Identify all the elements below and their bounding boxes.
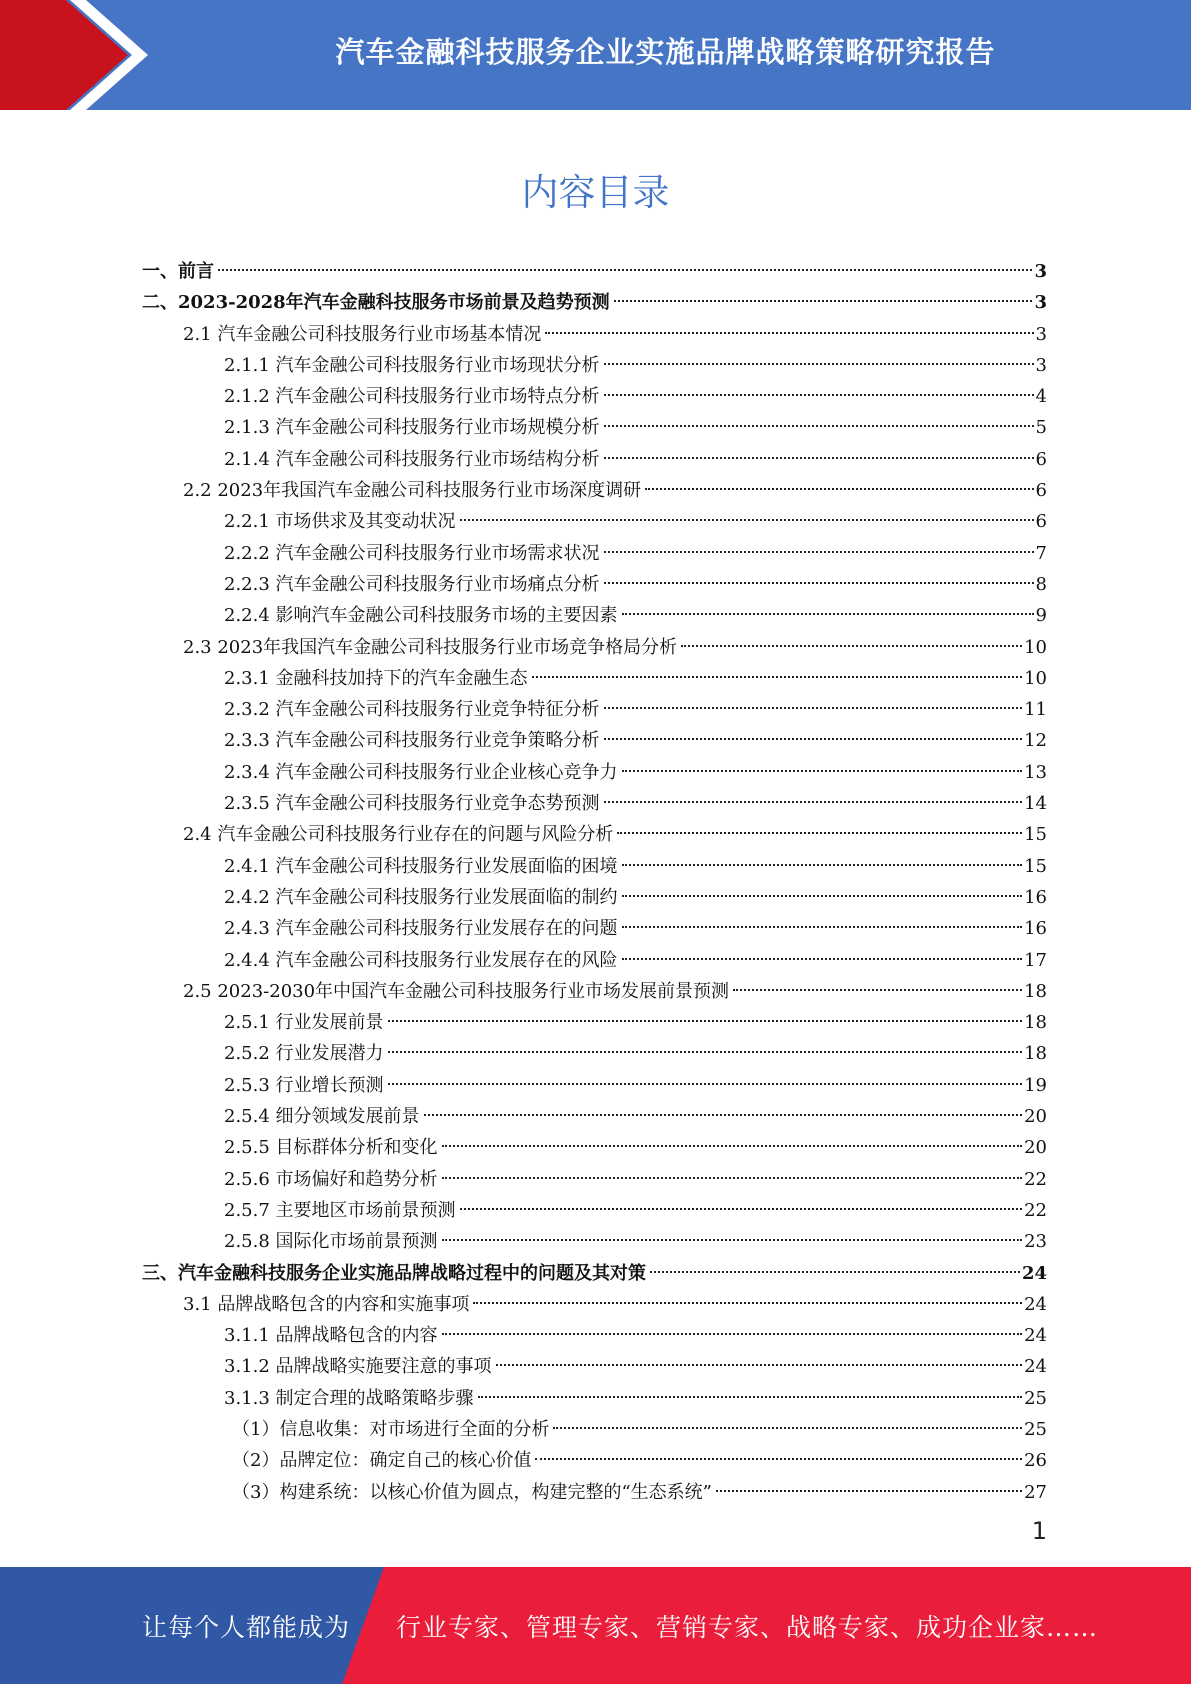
toc-entry[interactable] [142, 725, 1047, 756]
toc-entry-page: 6 [1035, 480, 1047, 502]
toc-entry-page: 16 [1024, 886, 1047, 908]
toc-entry-title: 2.2.3 汽车金融公司科技服务行业市场痛点分析 [224, 573, 600, 595]
toc-entry-title: 2.3.4 汽车金融公司科技服务行业企业核心竞争力 [224, 761, 618, 783]
toc-entry-title: 2.5.1 行业发展前景 [224, 1012, 384, 1034]
toc-entry-title: 2.2.2 汽车金融公司科技服务行业市场需求状况 [224, 542, 600, 564]
table-of-contents [142, 256, 1047, 1508]
toc-entry-page: 5 [1035, 417, 1047, 439]
toc-entry-page: 16 [1024, 918, 1047, 940]
toc-leader-dots [478, 1396, 1023, 1398]
toc-leader-dots [622, 613, 1034, 615]
toc-entry[interactable] [142, 475, 1047, 506]
toc-entry[interactable] [142, 1038, 1047, 1069]
toc-leader-dots [617, 832, 1022, 834]
toc-entry[interactable] [142, 1445, 1047, 1476]
toc-entry[interactable] [142, 632, 1047, 663]
toc-leader-dots [716, 1490, 1022, 1492]
toc-entry[interactable] [142, 412, 1047, 443]
toc-entry[interactable] [142, 350, 1047, 381]
toc-leader-dots [622, 864, 1023, 866]
toc-entry[interactable] [142, 1101, 1047, 1132]
toc-leader-dots [622, 895, 1023, 897]
toc-entry[interactable] [142, 1289, 1047, 1320]
toc-leader-dots [218, 269, 1032, 271]
toc-entry-title: 2.3.3 汽车金融公司科技服务行业竞争策略分析 [224, 730, 600, 752]
toc-leader-dots [460, 1208, 1023, 1210]
toc-entry-page: 26 [1024, 1450, 1047, 1472]
header-banner [0, 0, 1191, 110]
toc-leader-dots [622, 770, 1023, 772]
toc-entry-title: 2.1.1 汽车金融公司科技服务行业市场现状分析 [224, 354, 600, 376]
toc-entry-title: 2.4.3 汽车金融公司科技服务行业发展存在的问题 [224, 918, 618, 940]
toc-entry-page: 6 [1035, 448, 1047, 470]
toc-entry[interactable] [142, 569, 1047, 600]
toc-entry[interactable] [142, 444, 1047, 475]
toc-entry[interactable] [142, 882, 1047, 913]
toc-leader-dots [545, 332, 1033, 334]
toc-entry-title: 3.1 品牌战略包含的内容和实施事项 [183, 1293, 470, 1315]
toc-entry[interactable] [142, 1070, 1047, 1101]
toc-entry[interactable] [142, 1351, 1047, 1382]
toc-entry[interactable] [142, 506, 1047, 537]
toc-entry-title: 3.1.2 品牌战略实施要注意的事项 [224, 1356, 492, 1378]
toc-entry[interactable] [142, 256, 1047, 287]
toc-entry-page: 17 [1024, 949, 1047, 971]
toc-entry[interactable] [142, 788, 1047, 819]
toc-leader-dots [733, 989, 1022, 991]
toc-entry-page: 6 [1035, 511, 1047, 533]
toc-leader-dots [614, 300, 1033, 302]
toc-entry-page: 15 [1024, 824, 1047, 846]
toc-heading: 内容目录 [521, 171, 670, 214]
toc-entry-title: 2.2 2023年我国汽车金融公司科技服务行业市场深度调研 [183, 480, 642, 502]
toc-entry-page: 18 [1024, 1043, 1047, 1065]
toc-entry-page: 3 [1035, 323, 1047, 345]
toc-entry[interactable] [142, 287, 1047, 318]
toc-entry-title: 2.5.8 国际化市场前景预测 [224, 1231, 438, 1253]
toc-leader-dots [532, 676, 1023, 678]
toc-entry-title: 2.4.4 汽车金融公司科技服务行业发展存在的风险 [224, 949, 618, 971]
toc-entry-page: 23 [1024, 1231, 1047, 1253]
toc-entry-title: 2.3 2023年我国汽车金融公司科技服务行业市场竞争格局分析 [183, 636, 678, 658]
toc-leader-dots [442, 1333, 1023, 1335]
toc-entry-page: 7 [1035, 542, 1047, 564]
toc-entry-page: 19 [1024, 1074, 1047, 1096]
toc-entry[interactable] [142, 1195, 1047, 1226]
toc-leader-dots [535, 1458, 1022, 1460]
toc-entry-title: 2.3.1 金融科技加持下的汽车金融生态 [224, 667, 528, 689]
toc-entry[interactable] [142, 381, 1047, 412]
header-arrow-icon [0, 0, 160, 110]
toc-entry-title: 2.3.2 汽车金融公司科技服务行业竞争特征分析 [224, 699, 600, 721]
toc-entry[interactable] [142, 945, 1047, 976]
toc-entry-title: 2.5.3 行业增长预测 [224, 1074, 384, 1096]
toc-entry-title: 2.2.1 市场供求及其变动状况 [224, 511, 456, 533]
toc-entry-title: （3）构建系统：以核心价值为圆点，构建完整的“生态系统” [232, 1481, 712, 1503]
toc-entry-title: 2.1 汽车金融公司科技服务行业市场基本情况 [183, 323, 542, 345]
toc-entry-page: 12 [1024, 730, 1047, 752]
toc-leader-dots [604, 582, 1034, 584]
toc-entry-page: 13 [1024, 761, 1047, 783]
toc-entry-title: 2.3.5 汽车金融公司科技服务行业竞争态势预测 [224, 793, 600, 815]
toc-entry-title: 2.5.2 行业发展潜力 [224, 1043, 384, 1065]
toc-entry-page: 18 [1024, 980, 1047, 1002]
toc-entry-title: 3.1.3 制定合理的战略策略步骤 [224, 1387, 474, 1409]
toc-entry-title: 2.5.7 主要地区市场前景预测 [224, 1199, 456, 1221]
footer-slogan-left: 让每个人都能成为 [142, 1612, 351, 1642]
toc-entry[interactable] [142, 663, 1047, 694]
toc-entry-page: 24 [1021, 1262, 1047, 1284]
toc-leader-dots [604, 363, 1034, 365]
toc-entry-title: 一、前言 [142, 261, 214, 282]
toc-entry-title: 2.4 汽车金融公司科技服务行业存在的问题与风险分析 [183, 824, 614, 846]
toc-leader-dots [388, 1020, 1023, 1022]
toc-leader-dots [496, 1364, 1023, 1366]
toc-entry[interactable] [142, 819, 1047, 850]
toc-entry-page: 18 [1024, 1012, 1047, 1034]
toc-entry-page: 20 [1024, 1106, 1047, 1128]
toc-entry[interactable] [142, 1477, 1047, 1508]
toc-entry-page: 20 [1024, 1137, 1047, 1159]
toc-leader-dots [424, 1114, 1023, 1116]
toc-leader-dots [604, 425, 1034, 427]
toc-entry[interactable] [142, 1007, 1047, 1038]
toc-leader-dots [604, 707, 1023, 709]
toc-entry-page: 9 [1035, 605, 1047, 627]
toc-leader-dots [681, 645, 1022, 647]
toc-entry[interactable] [142, 913, 1047, 944]
toc-leader-dots [442, 1239, 1023, 1241]
toc-entry-title: 二、2023-2028年汽车金融科技服务市场前景及趋势预测 [142, 292, 610, 314]
toc-entry[interactable] [142, 851, 1047, 882]
toc-entry-page: 24 [1024, 1293, 1047, 1315]
toc-leader-dots [604, 457, 1034, 459]
footer-slogan-right: 行业专家、管理专家、营销专家、战略专家、成功企业家…… [396, 1612, 1099, 1642]
toc-leader-dots [622, 958, 1023, 960]
toc-leader-dots [604, 738, 1023, 740]
toc-entry-page: 3 [1034, 261, 1047, 282]
toc-entry-page: 3 [1035, 354, 1047, 376]
toc-entry-page: 3 [1034, 292, 1047, 314]
toc-leader-dots [442, 1145, 1023, 1147]
toc-entry[interactable] [142, 757, 1047, 788]
toc-entry-page: 14 [1024, 793, 1047, 815]
toc-entry-page: 22 [1024, 1199, 1047, 1221]
toc-leader-dots [622, 926, 1023, 928]
toc-entry-title: 3.1.1 品牌战略包含的内容 [224, 1325, 438, 1347]
toc-entry[interactable] [142, 1226, 1047, 1257]
toc-leader-dots [388, 1051, 1023, 1053]
toc-entry-title: 2.5.4 细分领域发展前景 [224, 1106, 420, 1128]
toc-entry-title: （2）品牌定位：确定自己的核心价值 [232, 1450, 532, 1472]
toc-leader-dots [650, 1271, 1020, 1273]
toc-entry[interactable] [142, 1414, 1047, 1445]
toc-entry-page: 24 [1024, 1325, 1047, 1347]
toc-entry-page: 10 [1024, 667, 1047, 689]
toc-leader-dots [473, 1302, 1022, 1304]
toc-entry-title: 三、汽车金融科技服务企业实施品牌战略过程中的问题及其对策 [142, 1262, 646, 1284]
toc-entry-title: （1）信息收集：对市场进行全面的分析 [232, 1418, 550, 1440]
toc-entry[interactable] [142, 694, 1047, 725]
toc-entry[interactable] [142, 1258, 1047, 1289]
toc-entry-title: 2.1.3 汽车金融公司科技服务行业市场规模分析 [224, 417, 600, 439]
document-title: 汽车金融科技服务企业实施品牌战略策略研究报告 [335, 34, 996, 69]
toc-entry-page: 25 [1024, 1418, 1047, 1440]
toc-entry-page: 22 [1024, 1168, 1047, 1190]
toc-entry-page: 24 [1024, 1356, 1047, 1378]
toc-entry[interactable] [142, 600, 1047, 631]
toc-leader-dots [604, 801, 1023, 803]
toc-entry-page: 27 [1024, 1481, 1047, 1503]
toc-entry-title: 2.4.2 汽车金融公司科技服务行业发展面临的制约 [224, 886, 618, 908]
toc-entry-title: 2.2.4 影响汽车金融公司科技服务市场的主要因素 [224, 605, 618, 627]
toc-leader-dots [460, 519, 1034, 521]
toc-leader-dots [604, 394, 1034, 396]
toc-entry[interactable] [142, 1132, 1047, 1163]
toc-entry[interactable] [142, 538, 1047, 569]
toc-entry[interactable] [142, 1320, 1047, 1351]
toc-entry-title: 2.1.4 汽车金融公司科技服务行业市场结构分析 [224, 448, 600, 470]
toc-entry-title: 2.4.1 汽车金融公司科技服务行业发展面临的困境 [224, 855, 618, 877]
toc-entry-title: 2.1.2 汽车金融公司科技服务行业市场特点分析 [224, 386, 600, 408]
toc-entry-title: 2.5.5 目标群体分析和变化 [224, 1137, 438, 1159]
toc-entry-page: 8 [1035, 573, 1047, 595]
toc-entry[interactable] [142, 319, 1047, 350]
toc-leader-dots [442, 1177, 1023, 1179]
footer-banner [0, 1567, 1191, 1684]
toc-leader-dots [645, 488, 1033, 490]
page-number: 1 [1031, 1517, 1047, 1545]
toc-entry-page: 15 [1024, 855, 1047, 877]
toc-entry-title: 2.5 2023-2030年中国汽车金融公司科技服务行业市场发展前景预测 [183, 980, 730, 1002]
toc-leader-dots [604, 551, 1034, 553]
toc-leader-dots [553, 1427, 1022, 1429]
toc-entry-title: 2.5.6 市场偏好和趋势分析 [224, 1168, 438, 1190]
toc-entry[interactable] [142, 1164, 1047, 1195]
toc-leader-dots [388, 1083, 1023, 1085]
toc-entry-page: 10 [1024, 636, 1047, 658]
toc-entry-page: 4 [1035, 386, 1047, 408]
toc-entry-page: 25 [1024, 1387, 1047, 1409]
toc-entry[interactable] [142, 1383, 1047, 1414]
toc-entry[interactable] [142, 976, 1047, 1007]
toc-entry-page: 11 [1024, 699, 1047, 721]
